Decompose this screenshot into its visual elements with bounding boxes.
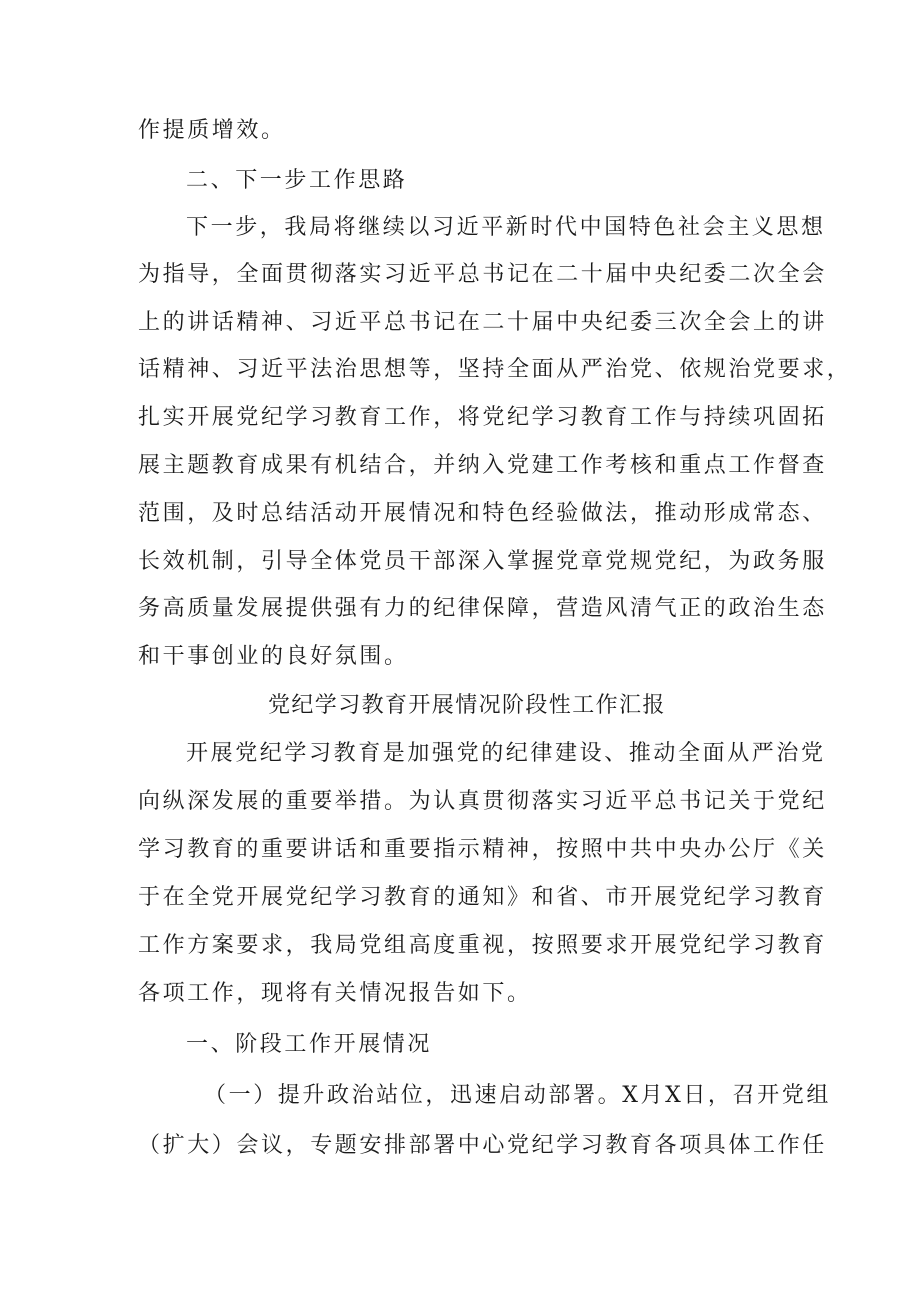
paragraph-line: 于在全党开展党纪学习教育的通知》和省、市开展党纪学习教育: [138, 885, 827, 910]
document-title: 党纪学习教育开展情况阶段性工作汇报: [268, 693, 666, 718]
paragraph-line: 为指导，全面贯彻落实习近平总书记在二十届中央纪委二次全会: [138, 262, 827, 287]
paragraph-line: 下一步，我局将继续以习近平新时代中国特色社会主义思想: [186, 215, 826, 240]
paragraph-line: 向纵深发展的重要举措。为认真贯彻落实习近平总书记关于党纪: [138, 789, 827, 814]
paragraph-line: 展主题教育成果有机结合，并纳入党建工作考核和重点工作督查: [138, 453, 827, 478]
section-heading: 二、下一步工作思路: [186, 168, 408, 193]
paragraph-line: （扩大）会议，专题安排部署中心党纪学习教育各项具体工作任: [138, 1133, 827, 1158]
paragraph-line: 开展党纪学习教育是加强党的纪律建设、推动全面从严治党: [186, 741, 826, 766]
paragraph-line: 务高质量发展提供强有力的纪律保障，营造风清气正的政治生态: [138, 596, 827, 621]
subsection-line: （一）提升政治站位，迅速启动部署。X月X日，召开党组: [204, 1083, 831, 1108]
paragraph-line: 长效机制，引导全体党员干部深入掌握党章党规党纪，为政务服: [138, 549, 827, 574]
paragraph-line: 作提质增效。: [138, 118, 286, 143]
section-heading: 一、阶段工作开展情况: [186, 1032, 433, 1057]
paragraph-line: 上的讲话精神、习近平总书记在二十届中央纪委三次全会上的讲: [138, 310, 827, 335]
paragraph-line: 各项工作，现将有关情况报告如下。: [138, 981, 532, 1006]
paragraph-line: 范围，及时总结活动开展情况和特色经验做法，推动形成常态、: [138, 501, 827, 526]
paragraph-line: 学习教育的重要讲话和重要指示精神，按照中共中央办公厅《关: [138, 837, 827, 862]
paragraph-line: 话精神、习近平法治思想等，坚持全面从严治党、依规治党要求，: [138, 357, 852, 382]
paragraph-line: 和干事创业的良好氛围。: [138, 644, 409, 669]
paragraph-line: 扎实开展党纪学习教育工作，将党纪学习教育工作与持续巩固拓: [138, 405, 827, 430]
paragraph-line: 工作方案要求，我局党组高度重视，按照要求开展党纪学习教育: [138, 933, 827, 958]
